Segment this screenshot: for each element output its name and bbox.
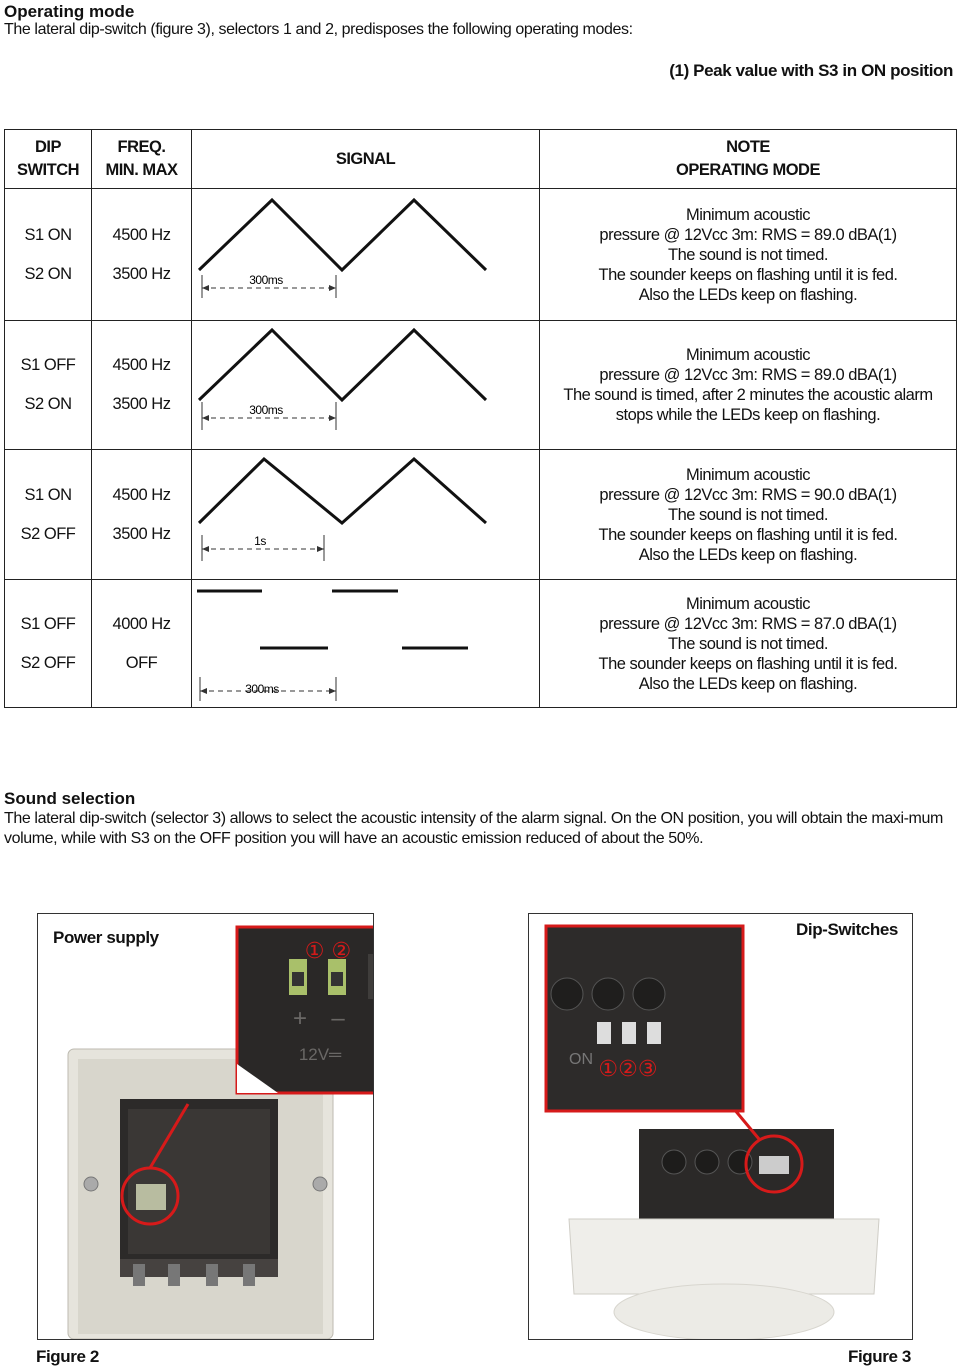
dip-switch-cell: S1 ON S2 OFF [5, 450, 92, 580]
signal-cell [192, 580, 540, 708]
signal-waveform-square [192, 581, 540, 707]
note-cell [540, 321, 957, 450]
signal-period-label: 1s [254, 533, 266, 548]
note-line: pressure @ 12Vcc 3m: RMS = 90.0 dBA(1) [599, 485, 897, 504]
note-line: pressure @ 12Vcc 3m: RMS = 89.0 dBA(1) [599, 366, 897, 384]
figure-2-label: Figure 2 [36, 1347, 99, 1366]
sound-selection-title: Sound selection [4, 789, 136, 808]
frequency-cell: 4500 Hz 3500 Hz [92, 321, 192, 450]
figure-3-frame [528, 913, 913, 1340]
figure-3-caption: Dip-Switches [796, 920, 898, 939]
signal-period-label: 300ms [245, 681, 279, 696]
signal-cell [192, 450, 540, 580]
note-cell [540, 450, 957, 580]
header-dip-switch: DIP SWITCH [5, 130, 92, 189]
figure-2-frame [37, 913, 374, 1340]
note-line: pressure @ 12Vcc 3m: RMS = 87.0 dBA(1) [599, 614, 897, 633]
note-line: pressure @ 12Vcc 3m: RMS = 89.0 dBA(1) [599, 225, 897, 244]
voltage-label: 12V═ [298, 1045, 342, 1064]
frequency-cell: 4500 Hz 3500 Hz [92, 189, 192, 321]
note-line: Also the LEDs keep on flashing. [638, 285, 858, 304]
operating-mode-intro: The lateral dip-switch (figure 3), selectors 1 and 2, predisposes the following operating modes: [4, 21, 633, 38]
header-note: NOTE OPERATING MODE [540, 130, 957, 189]
table-row [5, 580, 957, 708]
signal-waveform-triangle [192, 451, 540, 579]
note-line: The sounder keeps on flashing until it is fed. [598, 525, 898, 544]
figure-2-photo [38, 914, 373, 1339]
frequency-cell: 4500 Hz 3500 Hz [92, 450, 192, 580]
signal-waveform-triangle [192, 190, 540, 320]
dip-switch-cell: S1 OFF S2 OFF [5, 580, 92, 708]
header-signal: SIGNAL [192, 130, 540, 189]
note-line: Minimum acoustic [685, 346, 811, 364]
note-line: The sound is not timed. [667, 634, 828, 653]
note-cell [540, 189, 957, 321]
note-line: Minimum acoustic [685, 594, 811, 613]
dip-switch-cell: S1 ON S2 ON [5, 189, 92, 321]
power-terminal-numbers: ① ② [304, 939, 352, 964]
table-row [5, 189, 957, 321]
header-frequency: FREQ. MIN. MAX [92, 130, 192, 189]
note-line: Minimum acoustic [685, 465, 811, 484]
note-line: Also the LEDs keep on flashing. [638, 545, 858, 564]
signal-period-label: 300ms [249, 402, 283, 417]
note-line: Also the LEDs keep on flashing. [638, 674, 858, 693]
signal-period-label: 300ms [249, 272, 283, 287]
note-line: The sound is not timed. [667, 505, 828, 524]
note-line: Minimum acoustic [685, 205, 811, 224]
on-label: ON [569, 1051, 593, 1068]
note-line: stops while the LEDs keep on flashing. [615, 406, 881, 424]
figure-3-label: Figure 3 [848, 1347, 911, 1366]
figure-3-photo [529, 914, 912, 1339]
note-line: The sound is not timed. [667, 245, 828, 264]
frequency-cell: 4000 Hz OFF [92, 580, 192, 708]
table-header-row [5, 130, 957, 189]
operating-mode-title: Operating mode [4, 2, 135, 21]
note-line: The sounder keeps on flashing until it is fed. [598, 265, 898, 284]
note-line: The sounder keeps on flashing until it is fed. [598, 654, 898, 673]
table-row [5, 321, 957, 450]
note-cell [540, 580, 957, 708]
dip-switch-numbers: ①②③ [598, 1057, 658, 1082]
signal-cell [192, 321, 540, 450]
peak-value-note: (1) Peak value with S3 in ON position [669, 61, 953, 80]
figure-2-caption: Power supply [53, 928, 159, 947]
dip-switch-cell: S1 OFF S2 ON [5, 321, 92, 450]
operating-modes-table [4, 129, 957, 708]
sound-selection-text: The lateral dip-switch (selector 3) allows to select the acoustic intensity of the alarm signal. On the ON position, you will obtain the maxi-mum volume, while with S3 on the OFF position you will have an acoustic emission reduced of about the 50%. [4, 810, 943, 847]
table-row [5, 450, 957, 580]
signal-cell [192, 189, 540, 321]
svg-text:+: + [292, 1005, 308, 1032]
signal-waveform-triangle [192, 322, 540, 449]
note-line: The sound is timed, after 2 minutes the acoustic alarm [563, 386, 933, 404]
svg-text:–: – [331, 1005, 345, 1032]
